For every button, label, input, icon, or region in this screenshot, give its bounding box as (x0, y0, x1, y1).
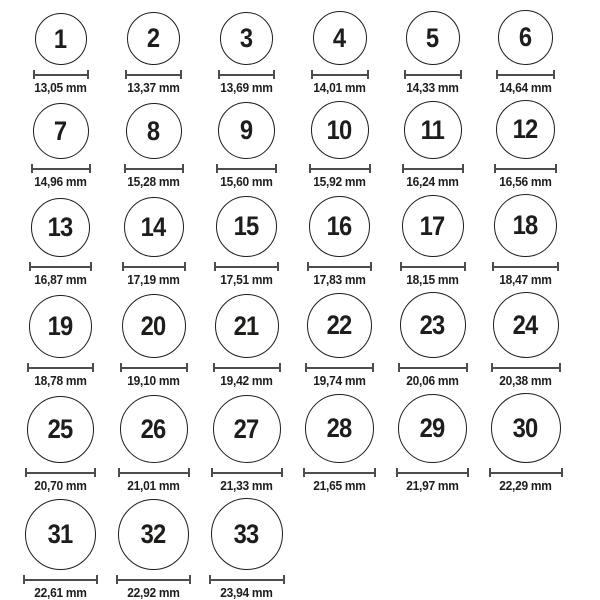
diameter-label: 16,87 mm (34, 272, 87, 287)
diameter-label: 18,78 mm (34, 373, 87, 388)
measure-line-bar (25, 579, 96, 581)
ring-size-number: 24 (513, 309, 538, 340)
measure-line-bar (124, 266, 184, 268)
diameter-measure-line (305, 363, 374, 372)
ring-size-item (200, 12, 293, 95)
ring-circle (311, 101, 369, 159)
ring-size-item (200, 196, 293, 287)
diameter-label: 14,64 mm (499, 80, 552, 95)
measure-line-bar (400, 367, 466, 369)
ring-circle (406, 11, 460, 65)
ring-circle (215, 294, 279, 358)
ring-circle (127, 12, 180, 65)
diameter-label: 19,10 mm (127, 373, 180, 388)
ring-circle (124, 197, 184, 257)
diameter-measure-line (124, 164, 184, 173)
ring-size-item (479, 100, 572, 189)
diameter-label: 19,42 mm (220, 373, 273, 388)
diameter-label: 13,05 mm (34, 80, 87, 95)
measure-line-bar (493, 367, 559, 369)
ring-size-number: 5 (426, 22, 439, 53)
diameter-measure-line (489, 468, 563, 477)
measure-line-bar (126, 168, 182, 170)
diameter-label: 14,01 mm (313, 80, 366, 95)
diameter-label: 17,51 mm (220, 272, 273, 287)
ring-size-number: 28 (327, 413, 352, 443)
diameter-label: 20,06 mm (406, 373, 459, 388)
ring-circle (400, 292, 466, 358)
ring-circle (398, 394, 467, 463)
diameter-measure-line (396, 468, 469, 477)
ring-circle (211, 498, 283, 570)
ring-size-number: 20 (141, 310, 166, 341)
measure-line-bar (127, 74, 180, 76)
ring-size-row (14, 194, 600, 287)
ring-size-item (293, 394, 386, 493)
diameter-measure-line (125, 70, 182, 79)
ring-circle (309, 196, 370, 257)
diameter-label: 22,61 mm (34, 585, 87, 600)
diameter-measure-line (27, 363, 94, 372)
ring-size-number: 33 (234, 518, 259, 549)
diameter-label: 21,01 mm (127, 478, 180, 493)
diameter-label: 14,96 mm (34, 174, 87, 189)
ring-size-number: 29 (420, 413, 445, 443)
ring-circle (218, 102, 275, 159)
ring-size-number: 12 (513, 114, 538, 144)
ring-size-number: 15 (234, 211, 259, 241)
diameter-measure-line (29, 262, 92, 271)
ring-size-item (479, 10, 572, 95)
ring-size-item (293, 11, 386, 95)
ring-circle (33, 103, 89, 159)
ring-size-item (14, 499, 107, 600)
measure-line-bar (27, 472, 94, 474)
ring-circle (313, 11, 367, 65)
ring-circle (25, 499, 96, 570)
ring-size-number: 2 (147, 23, 160, 53)
measure-line-bar (215, 367, 279, 369)
ring-circle (220, 12, 273, 65)
ring-size-number: 18 (513, 210, 538, 240)
ring-size-item (386, 195, 479, 287)
measure-line-bar (309, 266, 370, 268)
diameter-label: 23,94 mm (220, 585, 273, 600)
ring-size-item (293, 196, 386, 287)
ring-circle (126, 103, 182, 159)
diameter-measure-line (216, 164, 277, 173)
ring-size-row (14, 100, 600, 189)
measure-line-bar (498, 74, 553, 76)
measure-line-bar (120, 472, 188, 474)
ring-size-item (107, 12, 200, 95)
measure-line-bar (35, 74, 87, 76)
ring-size-item (14, 13, 107, 95)
diameter-measure-line (214, 262, 279, 271)
measure-line-bar (122, 367, 186, 369)
ring-size-row (14, 292, 600, 388)
ring-size-row (14, 10, 600, 95)
ring-size-item (107, 103, 200, 189)
ring-size-number: 13 (48, 212, 73, 242)
diameter-label: 18,15 mm (406, 272, 459, 287)
diameter-measure-line (491, 363, 561, 372)
ring-size-item (386, 394, 479, 493)
ring-size-number: 32 (141, 519, 166, 549)
diameter-measure-line (311, 70, 369, 79)
measure-line-bar (313, 74, 367, 76)
ring-size-row (14, 393, 600, 493)
diameter-measure-line (303, 468, 376, 477)
ring-size-item (200, 102, 293, 189)
diameter-measure-line (309, 164, 371, 173)
ring-circle (31, 198, 90, 257)
diameter-measure-line (122, 262, 186, 271)
diameter-label: 21,33 mm (220, 478, 273, 493)
ring-size-item (14, 295, 107, 388)
diameter-measure-line (120, 363, 188, 372)
ring-circle (213, 395, 281, 463)
diameter-measure-line (402, 164, 464, 173)
ring-circle (305, 394, 374, 463)
diameter-label: 13,37 mm (127, 80, 180, 95)
diameter-label: 16,56 mm (499, 174, 552, 189)
ring-size-item (14, 103, 107, 189)
diameter-label: 17,19 mm (127, 272, 180, 287)
ring-size-item (107, 294, 200, 388)
ring-size-item (479, 292, 572, 388)
ring-circle (404, 101, 462, 159)
diameter-measure-line (404, 70, 462, 79)
ring-circle (120, 395, 188, 463)
diameter-measure-line (496, 70, 555, 79)
measure-line-bar (29, 367, 92, 369)
ring-size-item (14, 396, 107, 493)
measure-line-bar (211, 579, 283, 581)
ring-size-number: 9 (240, 115, 253, 145)
diameter-measure-line (33, 70, 89, 79)
ring-size-number: 21 (234, 310, 259, 341)
measure-line-bar (118, 579, 189, 581)
ring-circle (29, 295, 92, 358)
ring-size-number: 17 (420, 210, 445, 241)
diameter-measure-line (398, 363, 468, 372)
diameter-measure-line (492, 262, 559, 271)
ring-size-number: 31 (48, 519, 73, 549)
ring-size-item (14, 198, 107, 287)
measure-line-bar (496, 168, 555, 170)
diameter-measure-line (23, 575, 98, 584)
ring-circle (402, 195, 464, 257)
diameter-label: 15,60 mm (220, 174, 273, 189)
diameter-measure-line (118, 468, 190, 477)
diameter-measure-line (116, 575, 191, 584)
diameter-label: 21,97 mm (406, 478, 459, 493)
ring-size-item (200, 294, 293, 388)
measure-line-bar (305, 472, 374, 474)
measure-line-bar (307, 367, 372, 369)
ring-size-item (107, 499, 200, 600)
ring-size-item (386, 292, 479, 388)
ring-circle (493, 292, 559, 358)
diameter-measure-line (209, 575, 285, 584)
ring-size-number: 6 (519, 22, 532, 52)
diameter-measure-line (31, 164, 91, 173)
ring-size-item (200, 395, 293, 493)
ring-size-number: 16 (327, 211, 352, 241)
ring-size-item (293, 293, 386, 388)
measure-line-bar (33, 168, 89, 170)
ring-circle (491, 393, 561, 463)
measure-line-bar (31, 266, 90, 268)
diameter-label: 20,38 mm (499, 373, 552, 388)
diameter-label: 21,65 mm (313, 478, 366, 493)
measure-line-bar (491, 472, 561, 474)
ring-size-number: 10 (327, 114, 352, 145)
ring-size-item (107, 197, 200, 287)
ring-size-number: 22 (327, 310, 352, 340)
diameter-label: 22,29 mm (499, 478, 552, 493)
ring-size-item (200, 498, 293, 600)
ring-circle (216, 196, 277, 257)
diameter-label: 20,70 mm (34, 478, 87, 493)
ring-size-item (293, 101, 386, 189)
ring-size-number: 4 (333, 22, 346, 53)
ring-circle (27, 396, 94, 463)
diameter-label: 16,24 mm (406, 174, 459, 189)
ring-circle (118, 499, 189, 570)
diameter-label: 15,28 mm (127, 174, 180, 189)
measure-line-bar (218, 168, 275, 170)
measure-line-bar (220, 74, 273, 76)
measure-line-bar (406, 74, 460, 76)
ring-size-row (14, 498, 600, 600)
ring-size-item (386, 11, 479, 95)
ring-size-number: 25 (48, 414, 73, 444)
ring-size-item (386, 101, 479, 189)
ring-size-number: 3 (240, 23, 253, 53)
ring-size-number: 23 (420, 309, 445, 340)
diameter-label: 17,83 mm (313, 272, 366, 287)
diameter-label: 22,92 mm (127, 585, 180, 600)
ring-circle (307, 293, 372, 358)
ring-size-item (479, 194, 572, 287)
diameter-label: 19,74 mm (313, 373, 366, 388)
diameter-measure-line (25, 468, 96, 477)
ring-size-item (479, 393, 572, 493)
ring-size-number: 1 (54, 23, 67, 54)
diameter-label: 18,47 mm (499, 272, 552, 287)
measure-line-bar (311, 168, 369, 170)
measure-line-bar (402, 266, 464, 268)
measure-line-bar (494, 266, 557, 268)
diameter-measure-line (307, 262, 372, 271)
diameter-label: 14,33 mm (406, 80, 459, 95)
ring-circle (498, 10, 553, 65)
diameter-measure-line (213, 363, 281, 372)
ring-circle (35, 13, 87, 65)
ring-circle (122, 294, 186, 358)
diameter-label: 15,92 mm (313, 174, 366, 189)
measure-line-bar (398, 472, 467, 474)
ring-size-number: 14 (141, 211, 166, 242)
diameter-measure-line (218, 70, 275, 79)
ring-size-number: 11 (420, 114, 445, 145)
ring-size-number: 27 (234, 413, 259, 444)
diameter-measure-line (400, 262, 466, 271)
measure-line-bar (216, 266, 277, 268)
diameter-measure-line (494, 164, 557, 173)
ring-circle (494, 194, 557, 257)
diameter-label: 13,69 mm (220, 80, 273, 95)
ring-size-number: 7 (54, 115, 67, 146)
diameter-measure-line (211, 468, 283, 477)
ring-size-number: 19 (48, 311, 73, 341)
ring-size-number: 26 (141, 413, 166, 444)
measure-line-bar (404, 168, 462, 170)
ring-size-item (107, 395, 200, 493)
measure-line-bar (213, 472, 281, 474)
ring-size-number: 8 (147, 115, 160, 146)
ring-size-number: 30 (513, 412, 538, 443)
ring-circle (496, 100, 555, 159)
